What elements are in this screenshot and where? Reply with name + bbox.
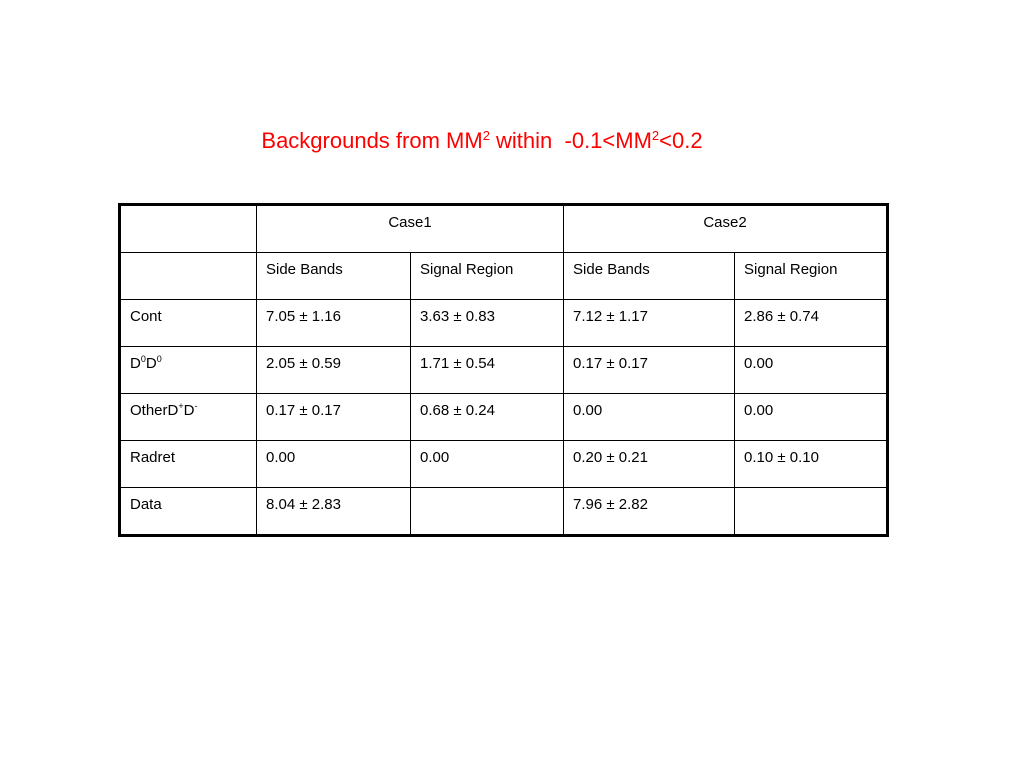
- subheader-corner-cell: [120, 253, 257, 300]
- subheader-case1-side-bands: Side Bands: [257, 253, 411, 300]
- table-cell: 0.00: [257, 441, 411, 488]
- table-cell: 7.96 ± 2.82: [564, 488, 735, 536]
- table-cell: 2.86 ± 0.74: [735, 300, 888, 347]
- table-row: [120, 300, 888, 347]
- table-cell: 0.00: [735, 347, 888, 394]
- table-row: [120, 441, 888, 488]
- title-superscript-2: 2: [651, 128, 660, 143]
- table-cell: 0.20 ± 0.21: [564, 441, 735, 488]
- page-title: [0, 126, 964, 156]
- subheader-case2-signal-region: Signal Region: [735, 253, 888, 300]
- table-cell: 0.17 ± 0.17: [564, 347, 735, 394]
- table-cell: 0.17 ± 0.17: [257, 394, 411, 441]
- case2-header: Case2: [564, 205, 888, 253]
- table-cell: [411, 488, 564, 536]
- subheader-row: [120, 253, 888, 300]
- table-cell: 2.05 ± 0.59: [257, 347, 411, 394]
- title-part-2: within -0.1<MM: [489, 128, 652, 153]
- table-cell: 0.00: [564, 394, 735, 441]
- table-row: [120, 347, 888, 394]
- backgrounds-table: [118, 203, 889, 537]
- title-part-3: <0.2: [659, 128, 703, 153]
- row-label: Radret: [120, 441, 257, 488]
- title-part-1: Backgrounds from MM: [261, 128, 483, 153]
- table-cell: [735, 488, 888, 536]
- table-row: [120, 394, 888, 441]
- table-cell: 7.12 ± 1.17: [564, 300, 735, 347]
- title-superscript-1: 2: [482, 128, 490, 143]
- row-label: Cont: [120, 300, 257, 347]
- table-cell: 3.63 ± 0.83: [411, 300, 564, 347]
- table-cell: 1.71 ± 0.54: [411, 347, 564, 394]
- row-label: Data: [120, 488, 257, 536]
- table-cell: 0.00: [735, 394, 888, 441]
- table-cell: 7.05 ± 1.16: [257, 300, 411, 347]
- subheader-case1-signal-region: Signal Region: [411, 253, 564, 300]
- table-row: [120, 488, 888, 536]
- row-label: $D^0D^0$: [120, 347, 257, 394]
- table-cell: 0.10 ± 0.10: [735, 441, 888, 488]
- case-header-row: [120, 205, 888, 253]
- row-label: OtherD+D-: [120, 394, 257, 441]
- corner-cell: [120, 205, 257, 253]
- subheader-case2-side-bands: Side Bands: [564, 253, 735, 300]
- table-cell: 0.00: [411, 441, 564, 488]
- table-cell: 8.04 ± 2.83: [257, 488, 411, 536]
- table-cell: 0.68 ± 0.24: [411, 394, 564, 441]
- case1-header: Case1: [257, 205, 564, 253]
